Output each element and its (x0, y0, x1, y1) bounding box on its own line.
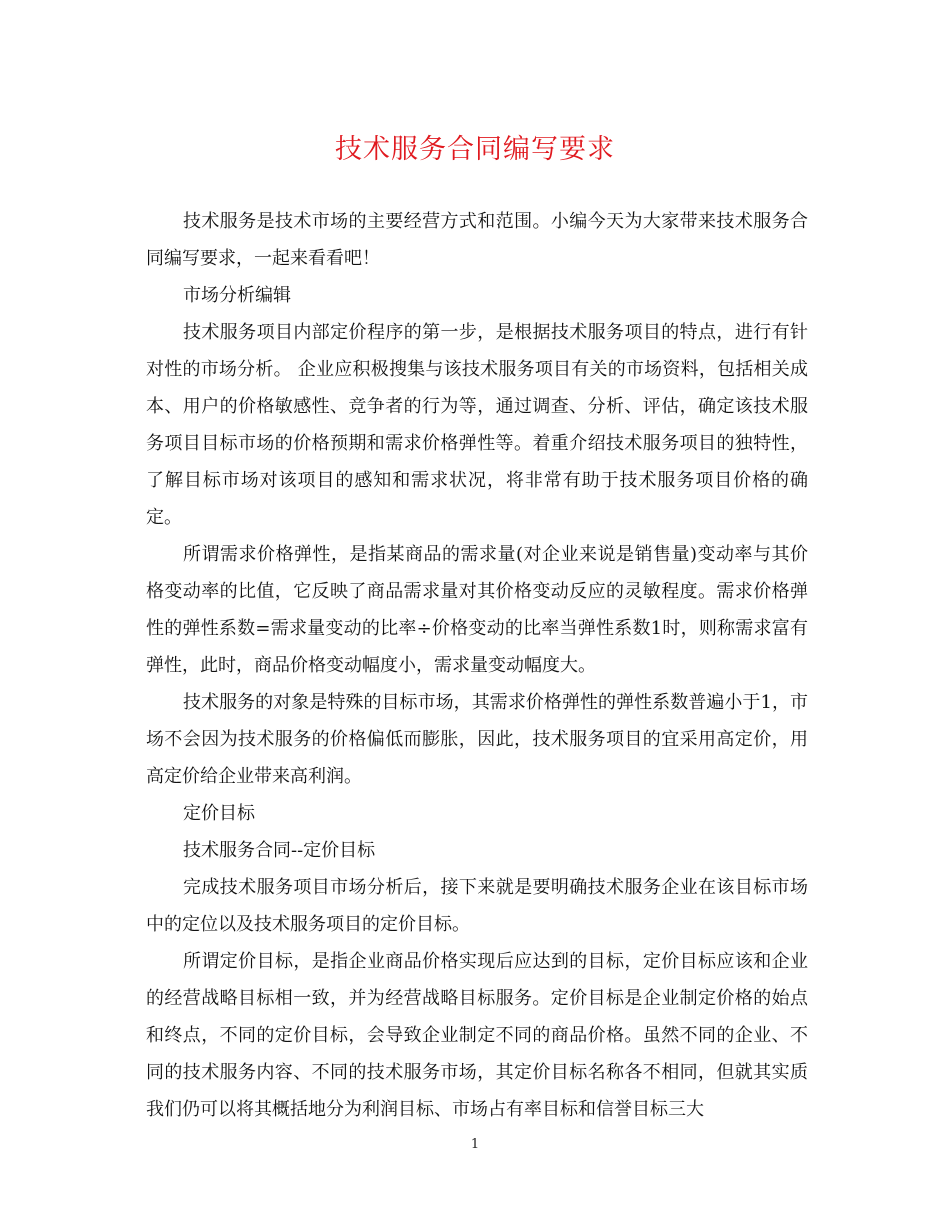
heading-pricing-goal: 定价目标 (183, 803, 255, 824)
paragraph-pricing-goal-definition: 所谓定价目标，是指企业商品价格实现后应达到的目标，定价目标应该和企业的经营战略目标相一致，并为经营战略目标服务。定价目标是企业制定价格的始点和终点，不同的定价目标，会导致企业制定不同的商品价格。虽然不同的企业、不同的技术服务内容、不同的技术服务市场，其定价目标名称各不相同，但就其实质我们仍可以将其概括地分为利润目标、市场占有率目标和信誉目标三大 (146, 951, 808, 1120)
document-body (146, 203, 808, 1128)
document-title: 技术服务合同编写要求 (335, 134, 615, 165)
paragraph-market-analysis: 技术服务项目内部定价程序的第一步，是根据技术服务项目的特点，进行有针对性的市场分析。 企业应积极搜集与该技术服务项目有关的市场资料，包括相关成本、用户的价格敏感性、竞争者的行为等，通过调查、分析、评估，确定该技术服务项目目标市场的价格预期和需求价格弹性等。着重介绍技术服务项目的独特性，了解目标市场对该项目的感知和需求状况，将非常有助于技术服务项目价格的确定。 (146, 322, 808, 528)
paragraph-target-market: 技术服务的对象是特殊的目标市场，其需求价格弹性的弹性系数普遍小于1，市场不会因为技术服务的价格偏低而膨胀，因此，技术服务项目的宜采用高定价，用高定价给企业带来高利润。 (146, 692, 808, 787)
subheading-contract-pricing-goal: 技术服务合同--定价目标 (183, 840, 376, 861)
heading-market-analysis: 市场分析编辑 (183, 285, 291, 306)
page-number: 1 (470, 1137, 480, 1152)
paragraph-after-analysis: 完成技术服务项目市场分析后，接下来就是要明确技术服务企业在该目标市场中的定位以及技术服务项目的定价目标。 (146, 877, 808, 935)
paragraph-price-elasticity: 所谓需求价格弹性，是指某商品的需求量(对企业来说是销售量)变动率与其价格变动率的比值，它反映了商品需求量对其价格变动反应的灵敏程度。需求价格弹性的弹性系数=需求量变动的比率÷价格变动的比率当弹性系数1时，则称需求富有弹性，此时，商品价格变动幅度小，需求量变动幅度大。 (146, 544, 808, 676)
paragraph-intro: 技术服务是技术市场的主要经营方式和范围。小编今天为大家带来技术服务合同编写要求，一起来看看吧！ (146, 211, 808, 269)
